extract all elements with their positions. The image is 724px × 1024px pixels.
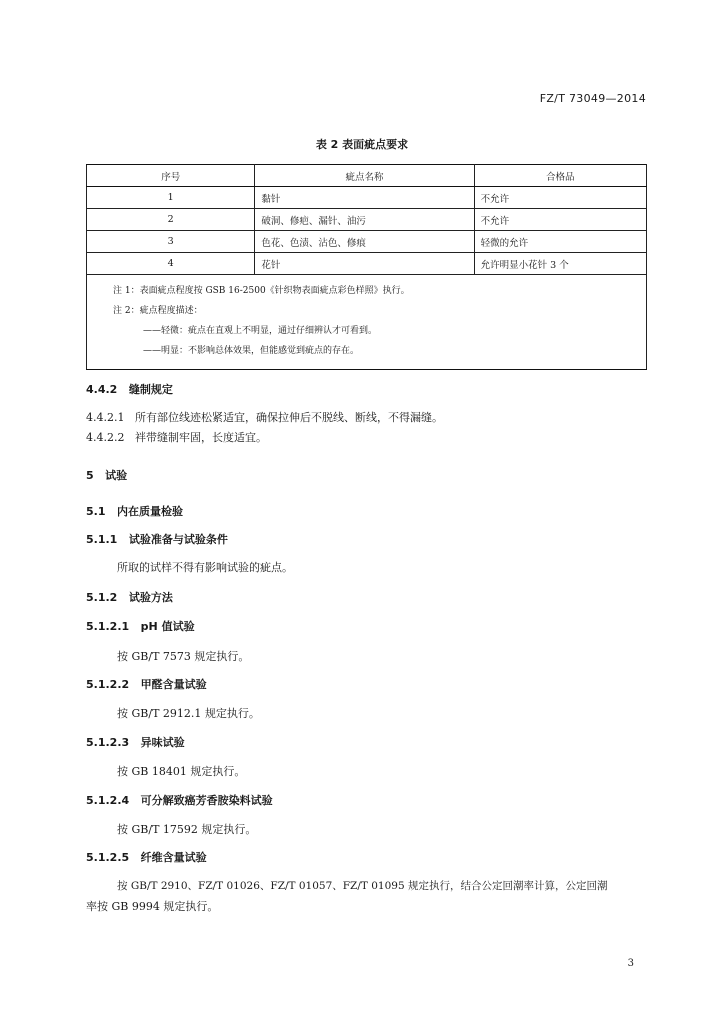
clause-text: 袢带缝制牢固，长度适宜。 xyxy=(134,431,267,444)
cell-name: 黏针 xyxy=(255,187,474,209)
clause-number: 4.4.2.1 xyxy=(86,411,125,424)
para-5-1-2-2: 按 GB/T 2912.1 规定执行。 xyxy=(117,707,260,720)
table-row xyxy=(87,231,647,253)
para-5-1-2-5-line-2: 率按 GB 9994 规定执行。 xyxy=(86,900,219,913)
clause-text: 所有部位线迹松紧适宜，确保拉伸后不脱线、断线，不得漏缝。 xyxy=(134,411,443,424)
heading-5-1-2-4 xyxy=(86,792,273,808)
section-title: 内在质量检验 xyxy=(117,505,183,518)
section-number: 5.1.2.1 xyxy=(86,620,130,633)
standard-code: FZ/T 73049—2014 xyxy=(539,92,646,105)
cell-qualified: 轻微的允许 xyxy=(474,231,646,253)
para-5-1-2-3: 按 GB 18401 规定执行。 xyxy=(117,765,246,778)
note-1: 注 1：表面疵点程度按 GSB 16-2500《针织物表面疵点彩色样照》执行。 xyxy=(113,286,410,296)
table-notes-row xyxy=(87,275,647,370)
section-number: 5.1.2 xyxy=(86,591,118,604)
cell-no: 2 xyxy=(87,209,255,231)
section-title: 甲醛含量试验 xyxy=(140,678,207,691)
heading-5-1-1 xyxy=(86,531,228,547)
cell-name: 色花、色渍、沾色、修痕 xyxy=(255,231,474,253)
section-title: 异味试验 xyxy=(140,736,185,749)
table-row xyxy=(87,187,647,209)
section-title: 试验准备与试验条件 xyxy=(128,533,228,546)
cell-name: 破洞、修疤、漏针、油污 xyxy=(255,209,474,231)
para-5-1-2-4: 按 GB/T 17592 规定执行。 xyxy=(117,823,257,836)
heading-5-1-2-3 xyxy=(86,734,185,750)
section-title: pH 值试验 xyxy=(140,620,195,633)
para-5-1-1: 所取的试样不得有影响试验的疵点。 xyxy=(117,561,293,574)
note-2-obvious: ——明显：不影响总体效果，但能感觉到疵点的存在。 xyxy=(143,346,360,356)
heading-5-1-2-1 xyxy=(86,618,195,634)
heading-5 xyxy=(86,467,127,483)
cell-qualified: 不允许 xyxy=(474,209,646,231)
cell-no: 1 xyxy=(87,187,255,209)
col-header-name: 疵点名称 xyxy=(255,165,474,187)
clause-number: 4.4.2.2 xyxy=(86,431,125,444)
table-row xyxy=(87,253,647,275)
table-row xyxy=(87,209,647,231)
note-2-slight: ——轻微：疵点在直观上不明显，通过仔细辨认才可看到。 xyxy=(143,326,378,336)
col-header-no: 序号 xyxy=(87,165,255,187)
cell-name: 花针 xyxy=(255,253,474,275)
col-header-qualified: 合格品 xyxy=(474,165,646,187)
heading-5-1-2-5 xyxy=(86,849,207,865)
section-number: 5.1.2.5 xyxy=(86,851,130,864)
cell-qualified: 允许明显小花针 3 个 xyxy=(474,253,646,275)
section-number: 4.4.2 xyxy=(86,383,118,396)
heading-5-1-2-2 xyxy=(86,676,207,692)
cell-qualified: 不允许 xyxy=(474,187,646,209)
section-title: 缝制规定 xyxy=(128,383,173,396)
section-number: 5.1.2.4 xyxy=(86,794,130,807)
section-title: 可分解致癌芳香胺染料试验 xyxy=(140,794,273,807)
section-number: 5.1.2.3 xyxy=(86,736,130,749)
defect-table xyxy=(86,164,647,370)
para-5-1-2-1: 按 GB/T 7573 规定执行。 xyxy=(117,650,250,663)
cell-no: 3 xyxy=(87,231,255,253)
page-number: 3 xyxy=(627,958,634,969)
cell-no: 4 xyxy=(87,253,255,275)
section-number: 5.1.2.2 xyxy=(86,678,130,691)
table-caption: 表 2 表面疵点要求 xyxy=(315,138,409,151)
heading-5-1 xyxy=(86,503,183,519)
section-title: 纤维含量试验 xyxy=(140,851,207,864)
section-number: 5.1 xyxy=(86,505,106,518)
table-notes xyxy=(87,275,647,370)
section-title: 试验方法 xyxy=(128,591,173,604)
heading-4-4-2 xyxy=(86,381,173,397)
section-number: 5 xyxy=(86,469,94,482)
heading-5-1-2 xyxy=(86,589,173,605)
section-number: 5.1.1 xyxy=(86,533,118,546)
table-header-row xyxy=(87,165,647,187)
para-5-1-2-5-line-1: 按 GB/T 2910、FZ/T 01026、FZ/T 01057、FZ/T 01095 规定执行，结合公定回潮率计算，公定回潮 xyxy=(117,880,608,892)
note-2: 注 2：疵点程度描述： xyxy=(113,306,203,316)
section-title: 试验 xyxy=(105,469,128,482)
para-4-4-2-2 xyxy=(86,429,267,445)
para-4-4-2-1 xyxy=(86,409,443,425)
